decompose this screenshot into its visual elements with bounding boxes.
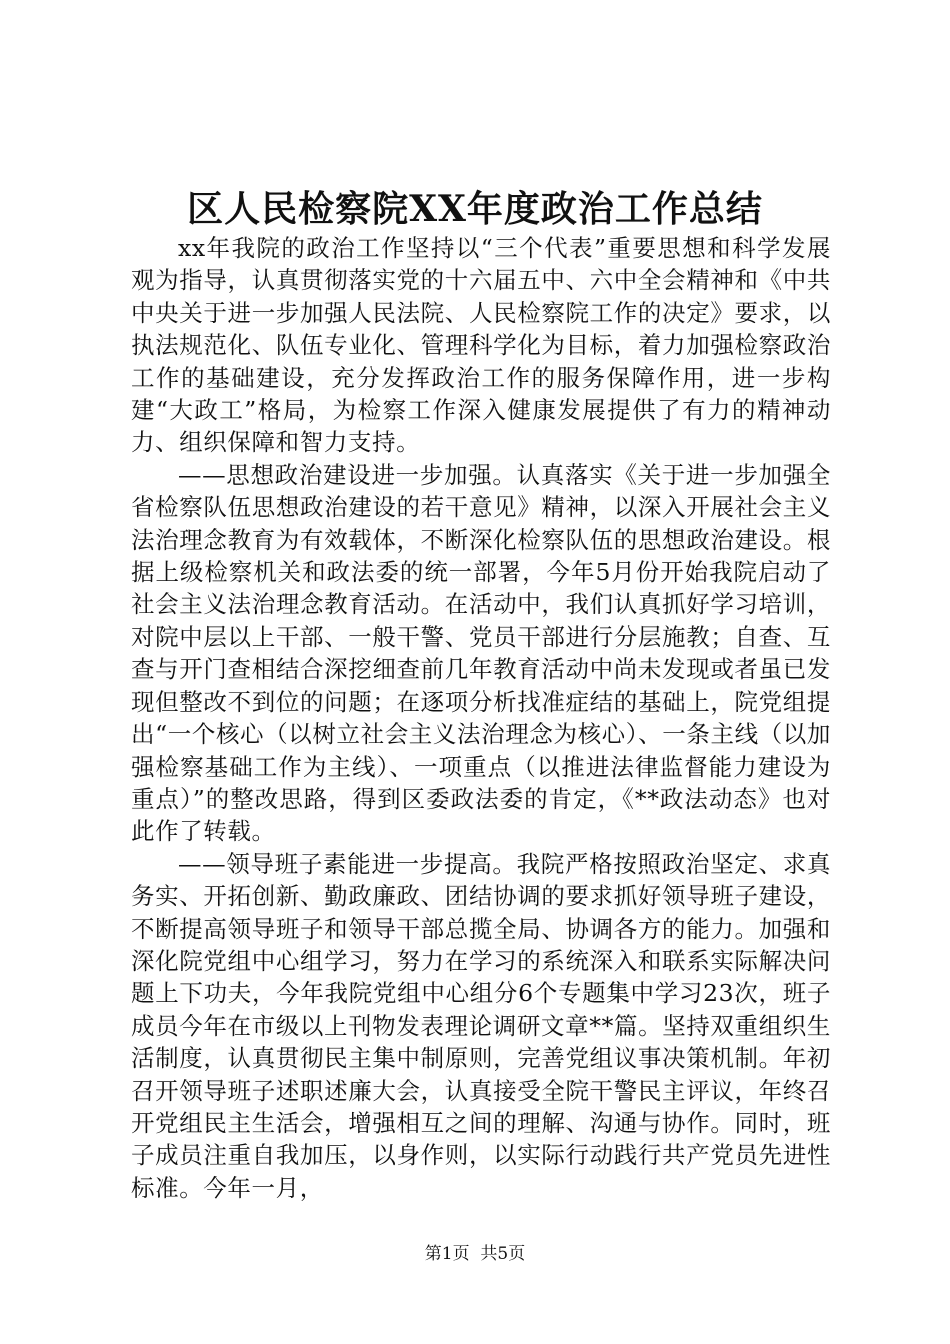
page-number: 第1页 (424, 1244, 470, 1264)
footer-spacer (470, 1244, 481, 1264)
page-total: 共5页 (480, 1244, 526, 1264)
paragraph-leadership-team: ——领导班子素能进一步提高。我院严格按照政治坚定、求真务实、开拓创新、勤政廉政、团结协调的要求抓好领导班子建设，不断提高领导班子和领导干部总揽全局、协调各方的能力。加强和深化院党组中心组学习，努力在学习的系统深入和联系实际解决问题上下功夫，今年我院党组中心组分6个专题集中学习23次，班子成员今年在市级以上刊物发表理论调研文章**篇。坚持双重组织生活制度，认真贯彻民主集中制原则，完善党组议事决策机制。年初召开领导班子述职述廉大会，认真接受全院干警民主评议，年终召开党组民主生活会，增强相互之间的理解、沟通与协作。同时，班子成员注重自我加压，以身作则，以实际行动践行共产党员先进性标准。今年一月， (131, 849, 831, 1202)
document-body (131, 232, 831, 1204)
page-footer (0, 1242, 950, 1266)
document-title: 区人民检察院XX年度政治工作总结 (187, 188, 763, 230)
paragraph-ideological-building: ——思想政治建设进一步加强。认真落实《关于进一步加强全省检察队伍思想政治建设的若干意见》精神，以深入开展社会主义法治理念教育为有效载体，不断深化检察队伍的思想政治建设。根据上级检察机关和政法委的统一部署，今年5月份开始我院启动了社会主义法治理念教育活动。在活动中，我们认真抓好学习培训，对院中层以上干部、一般干警、党员干部进行分层施教；自查、互查与开门查相结合深挖细查前几年教育活动中尚未发现或者虽已发现但整改不到位的问题；在逐项分析找准症结的基础上，院党组提出“一个核心（以树立社会主义法治理念为核心）、一条主线（以加强检察基础工作为主线）、一项重点（以推进法律监督能力建设为重点）”的整改思路，得到区委政法委的肯定，《**政法动态》也对此作了转载。 (131, 460, 831, 846)
paragraph-intro: xx年我院的政治工作坚持以“三个代表”重要思想和科学发展观为指导，认真贯彻落实党的十六届五中、六中全会精神和《中共中央关于进一步加强人民法院、人民检察院工作的决定》要求，以执法规范化、队伍专业化、管理科学化为目标，着力加强检察政治工作的基础建设，充分发挥政治工作的服务保障作用，进一步构建“大政工”格局，为检察工作深入健康发展提供了有力的精神动力、组织保障和智力支持。 (131, 234, 831, 457)
